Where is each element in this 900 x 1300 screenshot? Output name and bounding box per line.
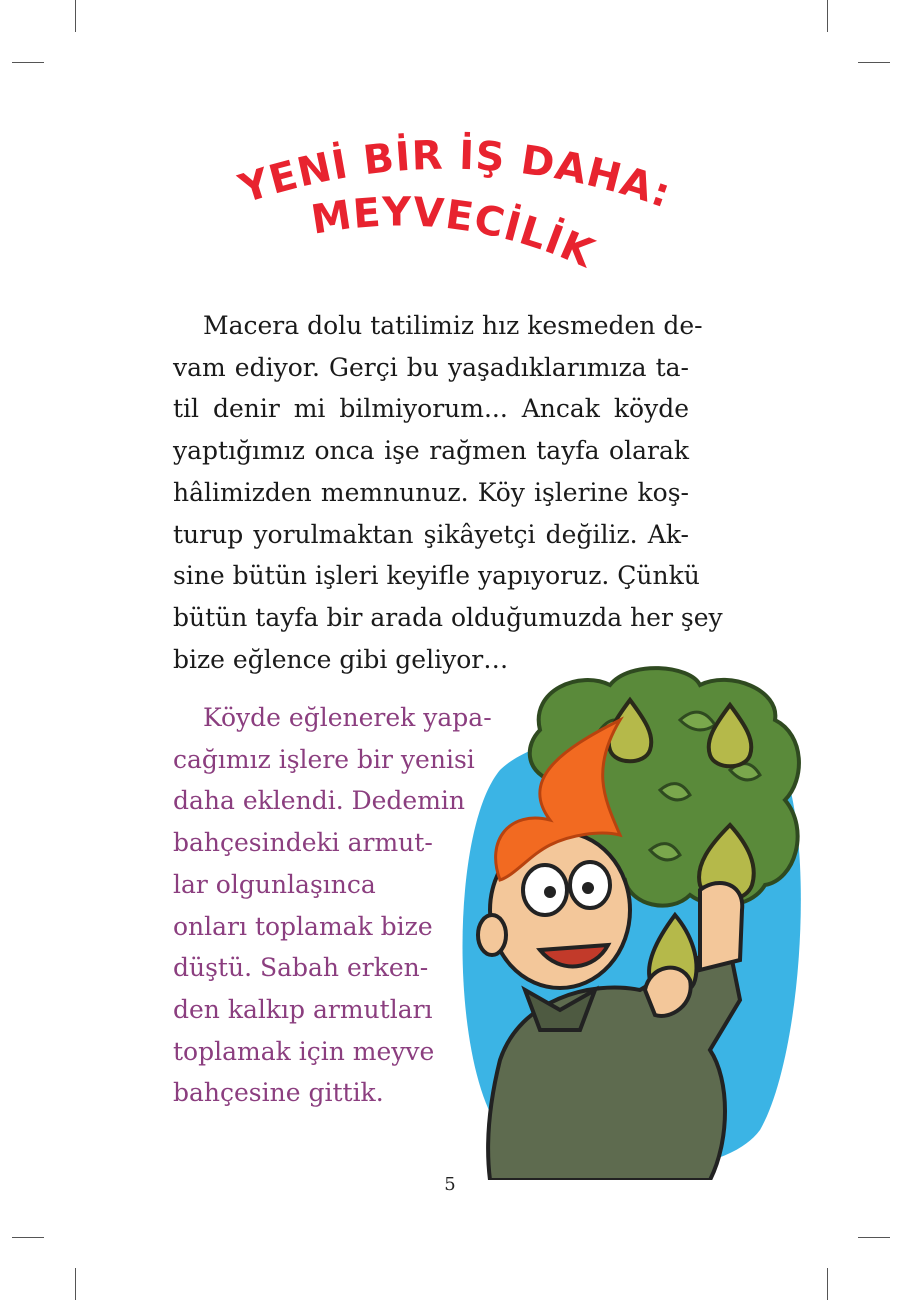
boy-picking-pears-icon <box>430 660 810 1180</box>
text-line: toplamak için meyve <box>173 1036 435 1066</box>
chapter-title <box>220 130 690 280</box>
text-line: lar olgunlaşınca <box>173 869 376 899</box>
text-line: hâlimizden memnunuz. Köy işlerine koş- <box>173 477 689 507</box>
text-line: Macera dolu tatilimiz hız kesmeden de- <box>203 311 703 340</box>
text-line: den kalkıp armutları <box>173 994 433 1024</box>
chapter-title-line1: YENİ BİR İŞ DAHA: <box>234 132 678 218</box>
text-line: bize eğlence gibi geliyor… <box>173 644 509 674</box>
text-line: düştü. Sabah erken- <box>173 953 429 983</box>
text-line: Köyde eğlenerek yapa- <box>203 703 492 732</box>
text-line: daha eklendi. Dedemin <box>173 786 466 816</box>
text-line: turup yorulmaktan şikâyetçi değiliz. Ak- <box>173 519 689 549</box>
text-line: sine bütün işleri keyifle yapıyoruz. Çünkü <box>173 561 700 591</box>
text-line: cağımız işlere bir yenisi <box>173 744 475 774</box>
paragraph-pears <box>173 697 492 1114</box>
text-line: til denir mi bilmiyorum... Ancak köyde <box>173 394 689 424</box>
page-number: 5 <box>444 1174 456 1195</box>
text-line: onları toplamak bize <box>173 911 433 941</box>
chapter-title-line2: MEYVECİLİK <box>308 189 601 278</box>
text-line: yaptığımız onca işe rağmen tayfa olarak <box>173 436 689 466</box>
paragraph-intro <box>173 305 723 680</box>
text-line: bahçesine gittik. <box>173 1078 384 1108</box>
text-line: bahçesindeki armut- <box>173 828 433 858</box>
text-line: bütün tayfa bir arada olduğumuzda her şey <box>173 602 723 632</box>
text-line: vam ediyor. Gerçi bu yaşadıklarımıza ta- <box>173 352 689 382</box>
